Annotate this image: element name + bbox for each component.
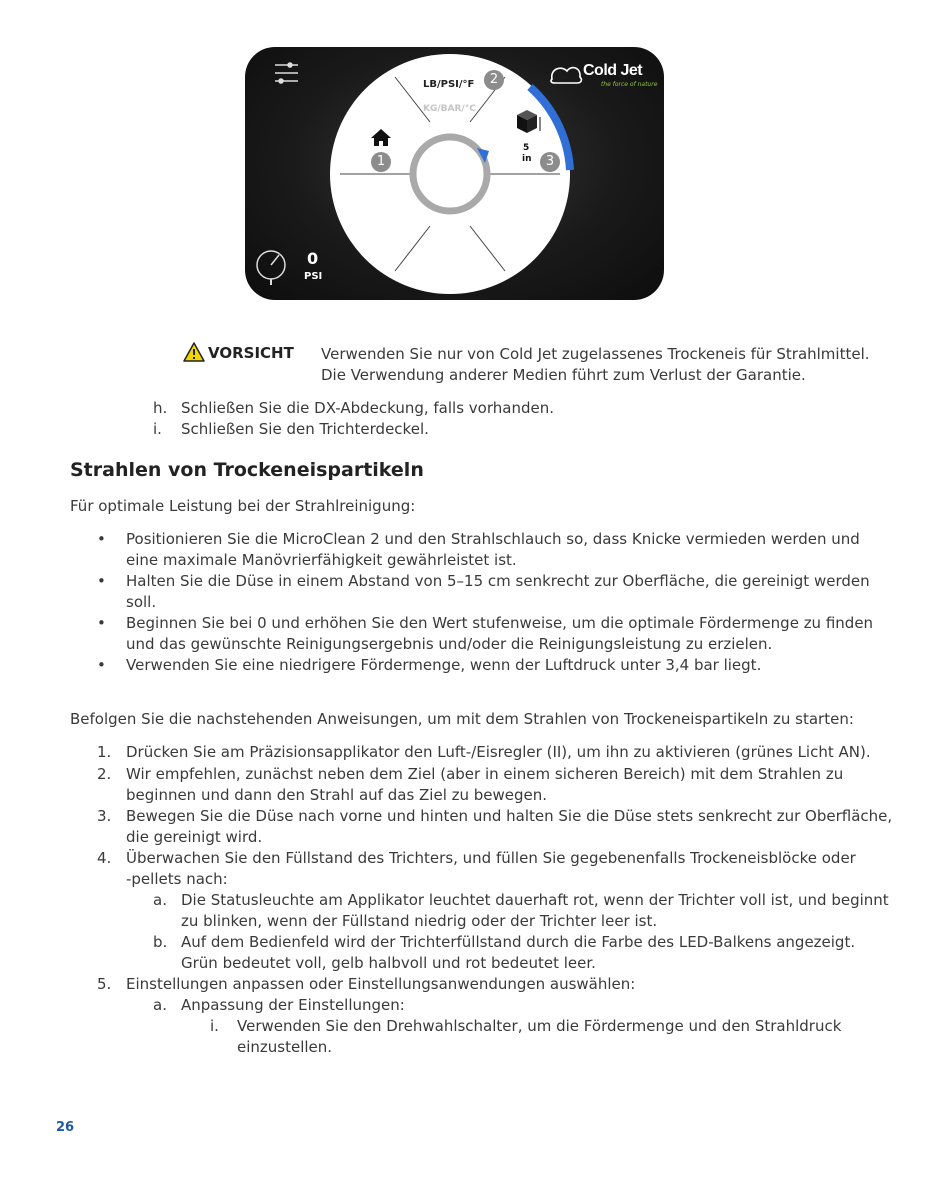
- bullet-line: eine maximale Manövrierfähigkeit gewährleistet ist.: [126, 551, 517, 569]
- pressure-unit: PSI: [304, 271, 323, 282]
- step-marker: h.: [153, 399, 168, 417]
- step-marker: i.: [153, 420, 162, 438]
- subsubstep-marker: i.: [210, 1017, 219, 1035]
- step-line: Bewegen Sie die Düse nach vorne und hinten und halten Sie die Düse stets senkrecht zur Oberfläche,: [126, 807, 893, 825]
- intro-text: Für optimale Leistung bei der Strahlreinigung:: [70, 497, 416, 515]
- bullet-marker: •: [97, 614, 106, 632]
- unit-secondary[interactable]: KG/BAR/°C: [423, 104, 476, 114]
- substep-line: Grün bedeutet voll, gelb halbvoll und rot bedeutet leer.: [181, 954, 596, 972]
- substep-line: Auf dem Bedienfeld wird der Trichterfüllstand durch die Farbe des LED-Balkens angezeigt.: [181, 933, 856, 951]
- step-line: die gereinigt wird.: [126, 828, 263, 846]
- substep-line: zu blinken, wenn der Füllstand niedrig oder der Trichter leer ist.: [181, 912, 658, 930]
- step-line: -pellets nach:: [126, 870, 228, 888]
- brand-logo-icon: [551, 68, 581, 83]
- bullet-line: Positionieren Sie die MicroClean 2 und den Strahlschlauch so, dass Knicke vermieden werden und: [126, 530, 860, 548]
- substep-marker: b.: [153, 933, 168, 951]
- step-line: Wir empfehlen, zunächst neben dem Ziel (aber in einem sicheren Bereich) mit dem Strahlen zu: [126, 765, 844, 783]
- caution-line: Verwenden Sie nur von Cold Jet zugelassenes Trockeneis für Strahlmittel.: [321, 345, 870, 363]
- step-line: beginnen und dann den Strahl auf das Ziel zu bewegen.: [126, 786, 548, 804]
- warning-icon: [183, 342, 205, 362]
- bullet-line: Halten Sie die Düse in einem Abstand von 5–15 cm senkrecht zur Oberfläche, die gereinigt werden: [126, 572, 870, 590]
- badge-size-number: 3: [545, 154, 555, 169]
- step-line: Überwachen Sie den Füllstand des Trichters, und füllen Sie gegebenenfalls Trockeneisblöcke oder: [126, 849, 856, 867]
- size-unit: in: [522, 154, 532, 164]
- section-title: Strahlen von Trockeneispartikeln: [70, 459, 424, 481]
- caution-line: Die Verwendung anderer Medien führt zum Verlust der Garantie.: [321, 366, 806, 384]
- bullet-line: und das gewünschte Reinigungsergebnis und/oder die Reinigungsleistung zu erzielen.: [126, 635, 773, 653]
- subsubstep-line: einzustellen.: [237, 1038, 333, 1056]
- step-text: Schließen Sie die DX-Abdeckung, falls vorhanden.: [181, 399, 554, 417]
- step-marker: 3.: [97, 807, 112, 825]
- menu-icon[interactable]: [275, 63, 298, 83]
- brand-name: Cold Jet: [583, 62, 643, 79]
- size-value: 5: [523, 143, 530, 153]
- badge-home-number: 1: [376, 154, 386, 169]
- step-marker: 4.: [97, 849, 112, 867]
- step-marker: 1.: [97, 743, 112, 761]
- step-marker: 2.: [97, 765, 112, 783]
- step-marker: 5.: [97, 975, 112, 993]
- substep-marker: a.: [153, 891, 167, 909]
- unit-primary[interactable]: LB/PSI/°F: [423, 79, 475, 90]
- substep-marker: a.: [153, 996, 167, 1014]
- bullet-marker: •: [97, 572, 106, 590]
- pressure-value: 0: [307, 249, 319, 268]
- step-line: Drücken Sie am Präzisionsapplikator den Luft-/Eisregler (II), um ihn zu aktivieren (grünes Licht AN).: [126, 743, 871, 761]
- brand-tagline: the force of nature: [601, 81, 658, 88]
- follow-text: Befolgen Sie die nachstehenden Anweisungen, um mit dem Strahlen von Trockeneispartikeln zu starten:: [70, 710, 854, 728]
- substep-line: Anpassung der Einstellungen:: [181, 996, 405, 1014]
- step-text: Schließen Sie den Trichterdeckel.: [181, 420, 429, 438]
- bullet-marker: •: [97, 656, 106, 674]
- bullet-line: Beginnen Sie bei 0 und erhöhen Sie den Wert stufenweise, um die optimale Fördermenge zu finden: [126, 614, 874, 632]
- bullet-line: Verwenden Sie eine niedrigere Fördermenge, wenn der Luftdruck unter 3,4 bar liegt.: [126, 656, 762, 674]
- control-panel-image: [245, 47, 664, 300]
- substep-line: Die Statusleuchte am Applikator leuchtet dauerhaft rot, wenn der Trichter voll ist, und beginnt: [181, 891, 889, 909]
- gauge-icon: [257, 251, 285, 285]
- caution-label: VORSICHT: [208, 344, 294, 362]
- badge-units-number: 2: [489, 72, 499, 87]
- step-line: Einstellungen anpassen oder Einstellungsanwendungen auswählen:: [126, 975, 636, 993]
- bullet-marker: •: [97, 530, 106, 548]
- bullet-line: soll.: [126, 593, 157, 611]
- subsubstep-line: Verwenden Sie den Drehwahlschalter, um die Fördermenge und den Strahldruck: [237, 1017, 842, 1035]
- page-number: 26: [56, 1120, 75, 1135]
